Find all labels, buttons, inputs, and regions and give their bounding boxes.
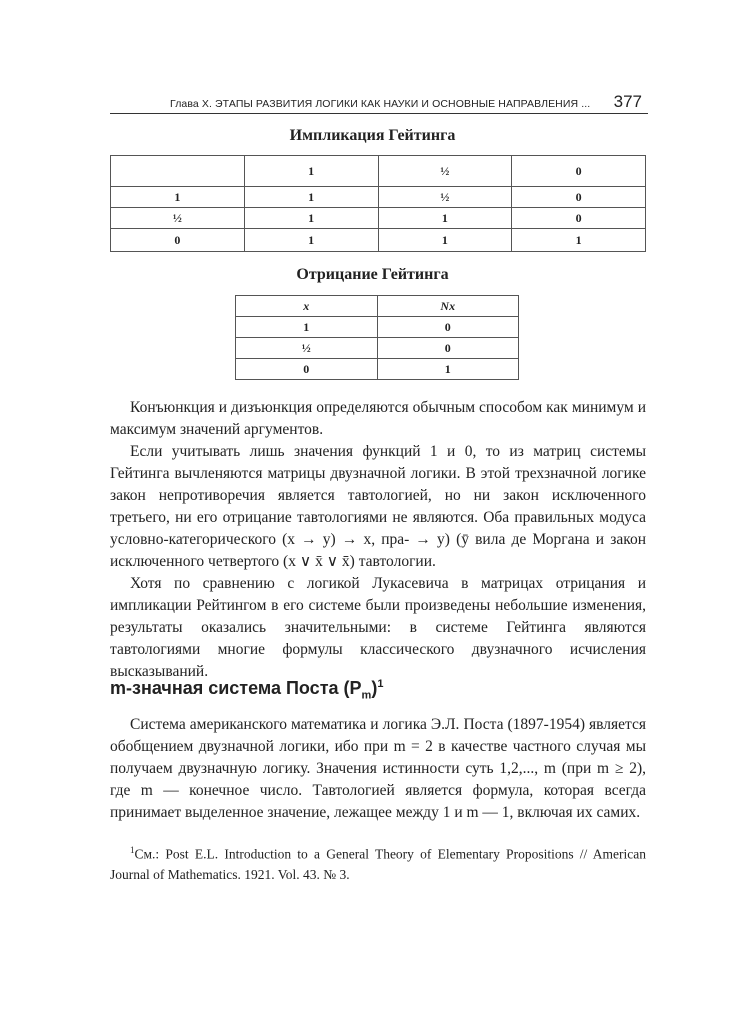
- table-cell: 1: [244, 208, 378, 229]
- table-cell: 1: [236, 317, 378, 338]
- paragraph: Конъюнкция и дизъюнкция определяются обычным способом как минимум и максимум значений аргументов.: [110, 399, 646, 438]
- table-row: [236, 317, 519, 338]
- heyting-negation-table: [235, 295, 519, 380]
- table-row: [111, 229, 646, 252]
- table-cell: [111, 156, 245, 187]
- table-cell: 0: [236, 359, 378, 380]
- table-cell: x: [236, 296, 378, 317]
- paragraph: Система американского математика и логика Э.Л. Поста (1897-1954) является обобщением двузначной логики, ибо при m = 2 в качестве частного случая мы получаем двузначную логику. Значения истинности суть 1,2,..., m (при m ≥ 2), где m — конечное число. Тавтологией является формула, которая всегда принимает выделенное значение, лежащее между 1 и m — 1, включая их самих.: [110, 716, 646, 821]
- running-header-title: Глава X. ЭТАПЫ РАЗВИТИЯ ЛОГИКИ КАК НАУКИ И ОСНОВНЫЕ НАПРАВЛЕНИЯ ...: [170, 98, 591, 110]
- table-cell: 1: [244, 187, 378, 208]
- table-cell: 0: [377, 338, 519, 359]
- table-cell: Nx: [377, 296, 519, 317]
- table-cell: 1: [377, 359, 519, 380]
- table1-title: Импликация Гейтинга: [289, 127, 456, 144]
- table-cell: 1: [244, 156, 378, 187]
- table-cell: ½: [378, 156, 512, 187]
- table-cell: ½: [236, 338, 378, 359]
- page-number: 377: [613, 92, 642, 111]
- table-row: [236, 359, 519, 380]
- table-row: [236, 338, 519, 359]
- heyting-implication-table: [110, 155, 646, 252]
- table-cell: 0: [512, 187, 646, 208]
- table-cell: 1: [512, 229, 646, 252]
- table-cell: 1: [244, 229, 378, 252]
- table-cell: ½: [111, 208, 245, 229]
- section-body: [110, 714, 646, 824]
- section-heading: m-значная система Поста $(P_m)^1$: [110, 678, 384, 702]
- table-cell: 0: [512, 208, 646, 229]
- table-cell: 1: [378, 229, 512, 252]
- footnote: $^1$См.: Post E.L. Introduction to a General Theory of Elementary Propositions // American Journal of Mathematics. 1921. Vol. 43. № 3.: [110, 845, 646, 882]
- table-cell: 0: [512, 156, 646, 187]
- running-header: [110, 92, 648, 114]
- table-row: [111, 156, 646, 187]
- table-row: [111, 208, 646, 229]
- table-cell: 0: [111, 229, 245, 252]
- paragraph: Хотя по сравнению с логикой Лукасевича в матрицах отрицания и импликации Рейтингом в его системе были произведены небольшие изменения, результаты оказались значительными: в системе Гейтинга являются тавтологиями многие формулы классического двузначного исчисления высказываний.: [110, 575, 646, 680]
- table-row: [236, 296, 519, 317]
- table-cell: 1: [111, 187, 245, 208]
- table-cell: 0: [377, 317, 519, 338]
- table2-title: Отрицание Гейтинга: [296, 266, 449, 283]
- table-row: [111, 187, 646, 208]
- table-cell: 1: [378, 208, 512, 229]
- table-cell: ½: [378, 187, 512, 208]
- body-text: [110, 397, 646, 683]
- paragraph: Если учитывать лишь значения функций 1 и 0, то из матриц системы Гейтинга вычленяются матрицы двузначной логики. В этой трехзначной логике закон непротиворечия является тавтологией, но ни закон исключенного третьего, ни его отрицание тавтологиями не являются. Оба правильных модуса условно-категорического (x → y) → x, пра- → y) (ȳ вила де Моргана и закон исключенного четвертого (x ∨ x̄ ∨ x̄̄) тавтологии.: [110, 443, 646, 570]
